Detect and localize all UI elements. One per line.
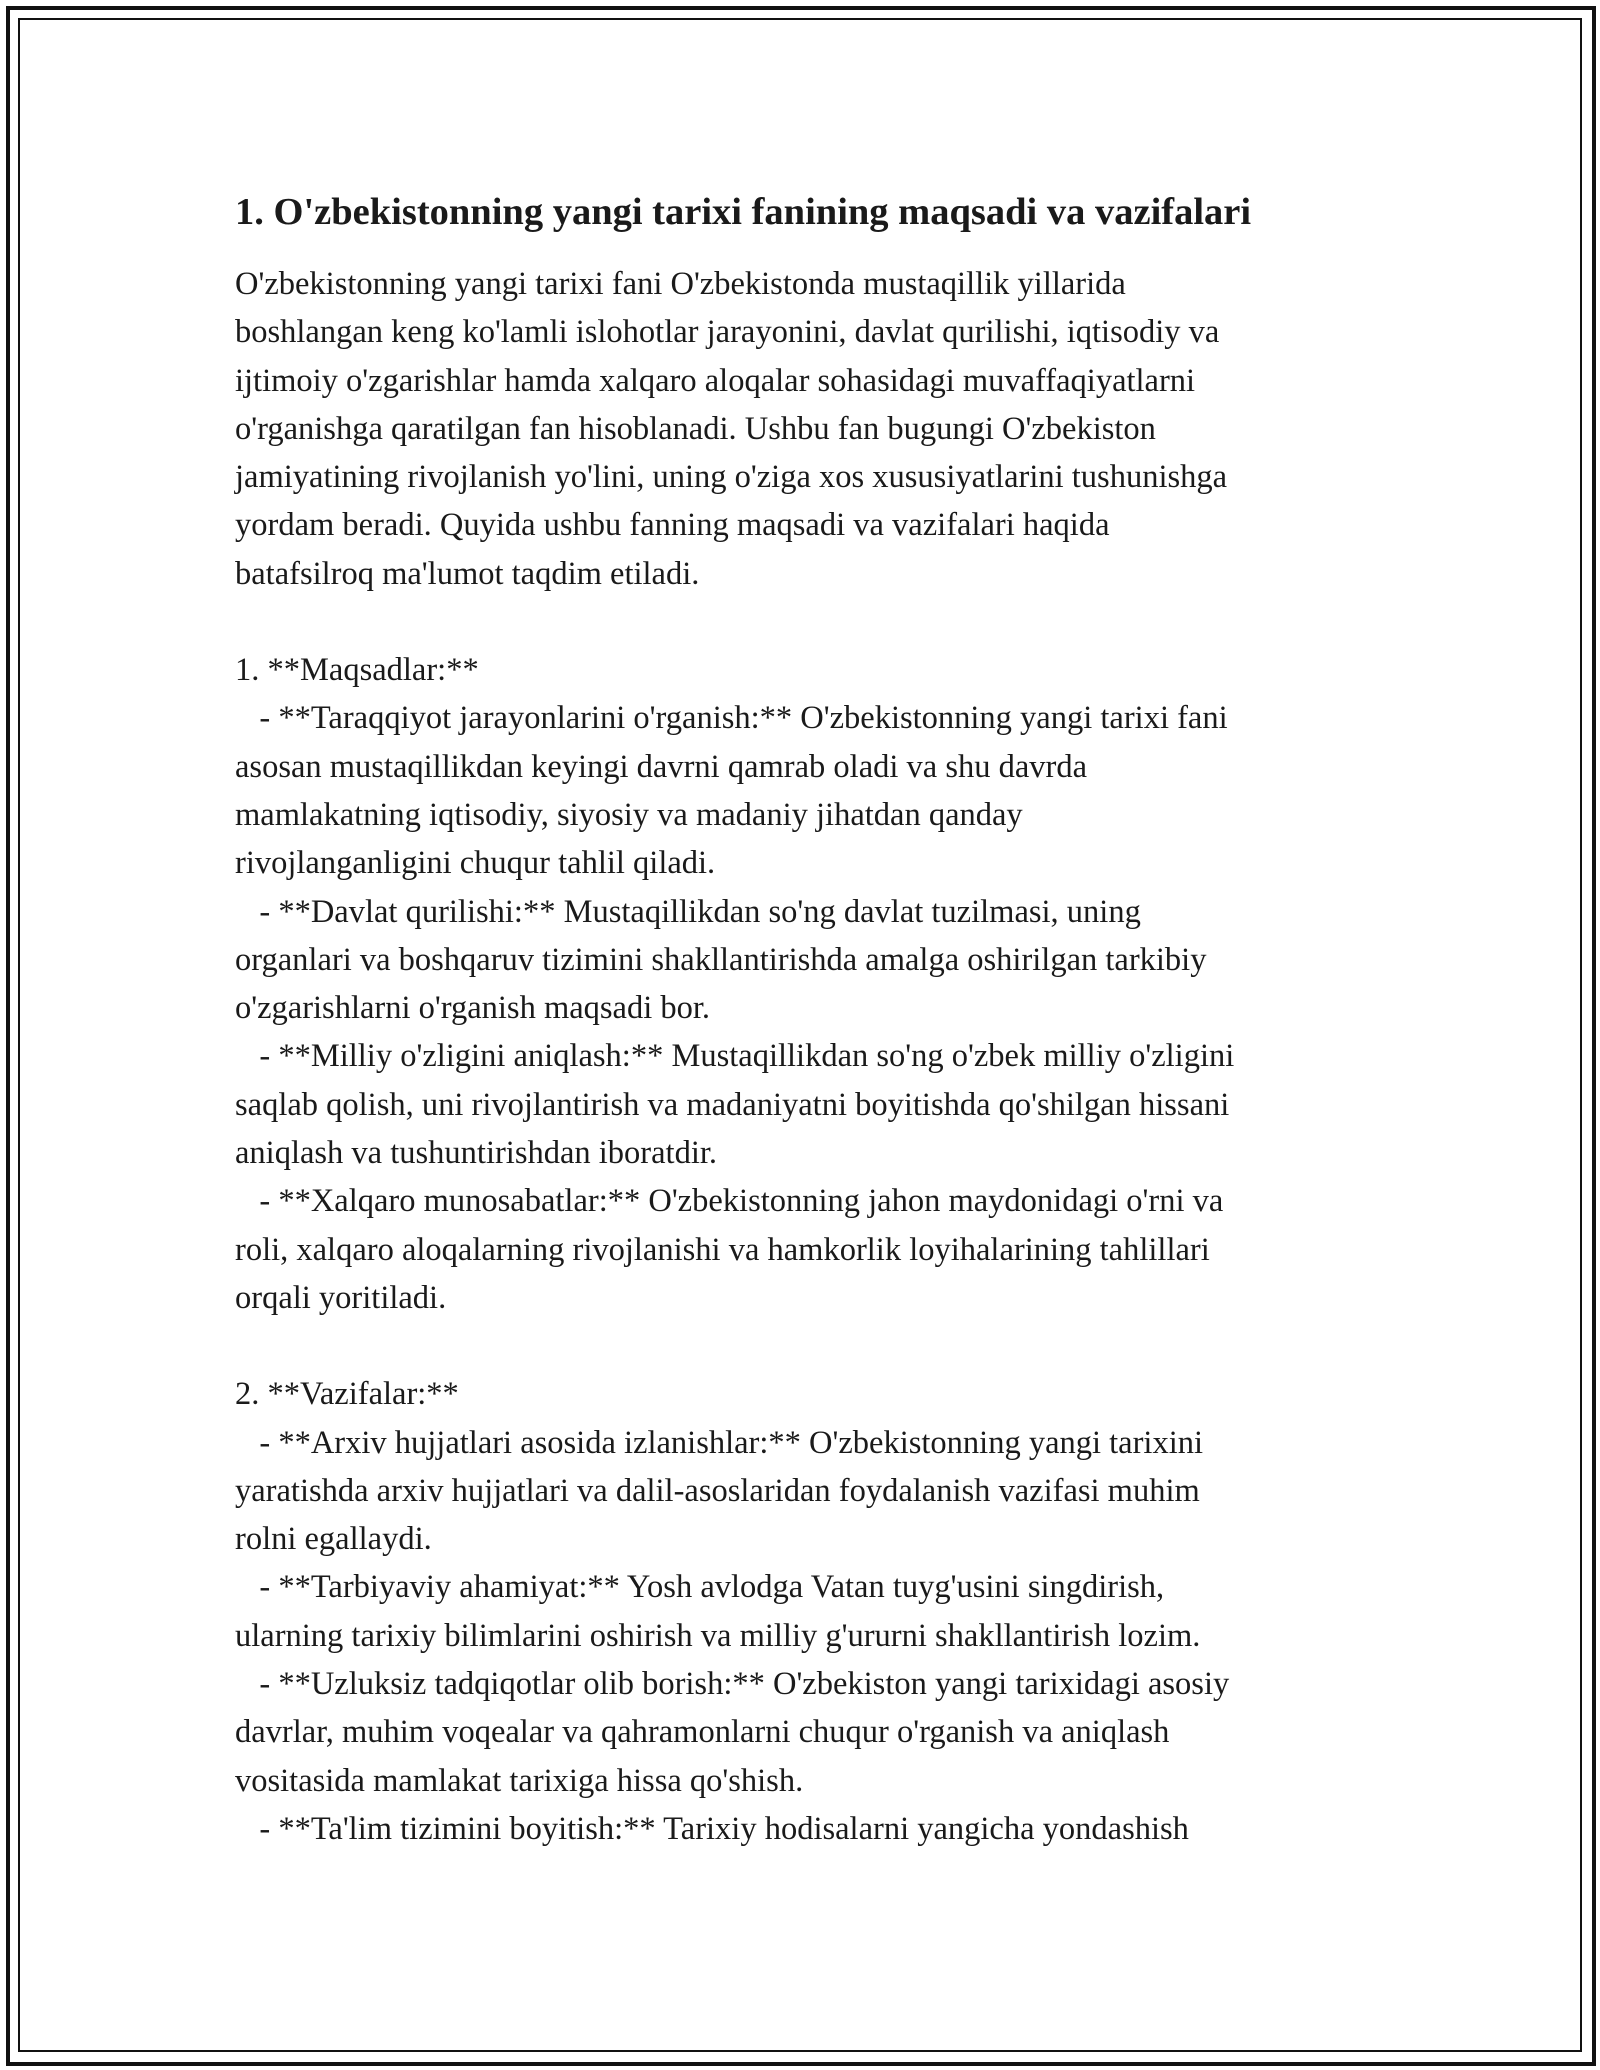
goals-line: aniqlash va tushuntirishdan iboratdir.: [235, 1135, 718, 1172]
section-heading: 1. O'zbekistonning yangi tarixi fanining maqsadi va vazifalari: [235, 191, 1252, 233]
goals-section: [235, 646, 1375, 1322]
tasks-line: - **Arxiv hujjatlari asosida izlanishlar:** O'zbekistonning yangi tarixini: [235, 1424, 1204, 1461]
goals-line: - **Xalqaro munosabatlar:** O'zbekistonning jahon maydonidagi o'rni va: [235, 1183, 1224, 1220]
tasks-line: - **Ta'lim tizimini boyitish:** Tarixiy hodisalarni yangicha yondashish: [235, 1810, 1189, 1847]
goals-line: saqlab qolish, uni rivojlantirish va madaniyatni boyitishda qo'shilgan hissani: [235, 1086, 1230, 1123]
intro-line: o'rganishga qaratilgan fan hisoblanadi. Ushbu fan bugungi O'zbekiston: [235, 410, 1156, 447]
intro-line: ijtimoiy o'zgarishlar hamda xalqaro aloqalar sohasidagi muvaffaqiyatlarni: [235, 362, 1196, 399]
goals-heading: 1. **Maqsadlar:**: [235, 652, 479, 689]
goals-line: - **Davlat qurilishi:** Mustaqillikdan so'ng davlat tuzilmasi, uning: [235, 893, 1141, 930]
goals-line: - **Taraqqiyot jarayonlarini o'rganish:** O'zbekistonning yangi tarixi fani: [235, 700, 1228, 737]
goals-line: - **Milliy o'zligini aniqlash:** Mustaqillikdan so'ng o'zbek milliy o'zligini: [235, 1038, 1235, 1075]
tasks-line: yaratishda arxiv hujjatlari va dalil-asoslaridan foydalanish vazifasi muhim: [235, 1472, 1200, 1509]
tasks-line: ularning tarixiy bilimlarini oshirish va milliy g'ururni shakllantirish lozim.: [235, 1617, 1201, 1654]
paragraph-spacer: [235, 598, 1375, 646]
goals-line: organlari va boshqaruv tizimini shakllantirishda amalga oshirilgan tarkibiy: [235, 941, 1207, 978]
paragraph-spacer: [235, 1322, 1375, 1370]
tasks-line: - **Tarbiyaviy ahamiyat:** Yosh avlodga Vatan tuyg'usini singdirish,: [235, 1569, 1165, 1606]
tasks-line: rolni egallaydi.: [235, 1521, 432, 1558]
goals-line: asosan mustaqillikdan keyingi davrni qamrab oladi va shu davrda: [235, 748, 1088, 785]
intro-paragraph: [235, 260, 1375, 598]
tasks-line: vositasida mamlakat tarixiga hissa qo'shish.: [235, 1762, 804, 1799]
tasks-section: [235, 1370, 1375, 1853]
intro-line: jamiyatining rivojlanish yo'lini, uning o'ziga xos xususiyatlarini tushunishga: [235, 459, 1228, 496]
tasks-heading: 2. **Vazifalar:**: [235, 1376, 459, 1413]
intro-line: boshlangan keng ko'lamli islohotlar jarayonini, davlat qurilishi, iqtisodiy va: [235, 314, 1220, 351]
goals-line: roli, xalqaro aloqalarning rivojlanishi va hamkorlik loyihalarining tahlillari: [235, 1231, 1210, 1268]
tasks-line: - **Uzluksiz tadqiqotlar olib borish:** O'zbekiston yangi tarixidagi asosiy: [235, 1666, 1230, 1703]
goals-line: orqali yoritiladi.: [235, 1279, 447, 1316]
goals-line: o'zgarishlarni o'rganish maqsadi bor.: [235, 990, 711, 1027]
intro-line: batafsilroq ma'lumot taqdim etiladi.: [235, 555, 700, 592]
intro-line: yordam beradi. Quyida ushbu fanning maqsadi va vazifalari haqida: [235, 507, 1110, 544]
document-body: [235, 186, 1375, 1853]
tasks-line: davrlar, muhim voqealar va qahramonlarni chuqur o'rganish va aniqlash: [235, 1714, 1170, 1751]
goals-line: rivojlanganligini chuqur tahlil qiladi.: [235, 845, 716, 882]
goals-line: mamlakatning iqtisodiy, siyosiy va madaniy jihatdan qanday: [235, 796, 1023, 833]
intro-line: O'zbekistonning yangi tarixi fani O'zbekistonda mustaqillik yillarida: [235, 266, 1126, 302]
